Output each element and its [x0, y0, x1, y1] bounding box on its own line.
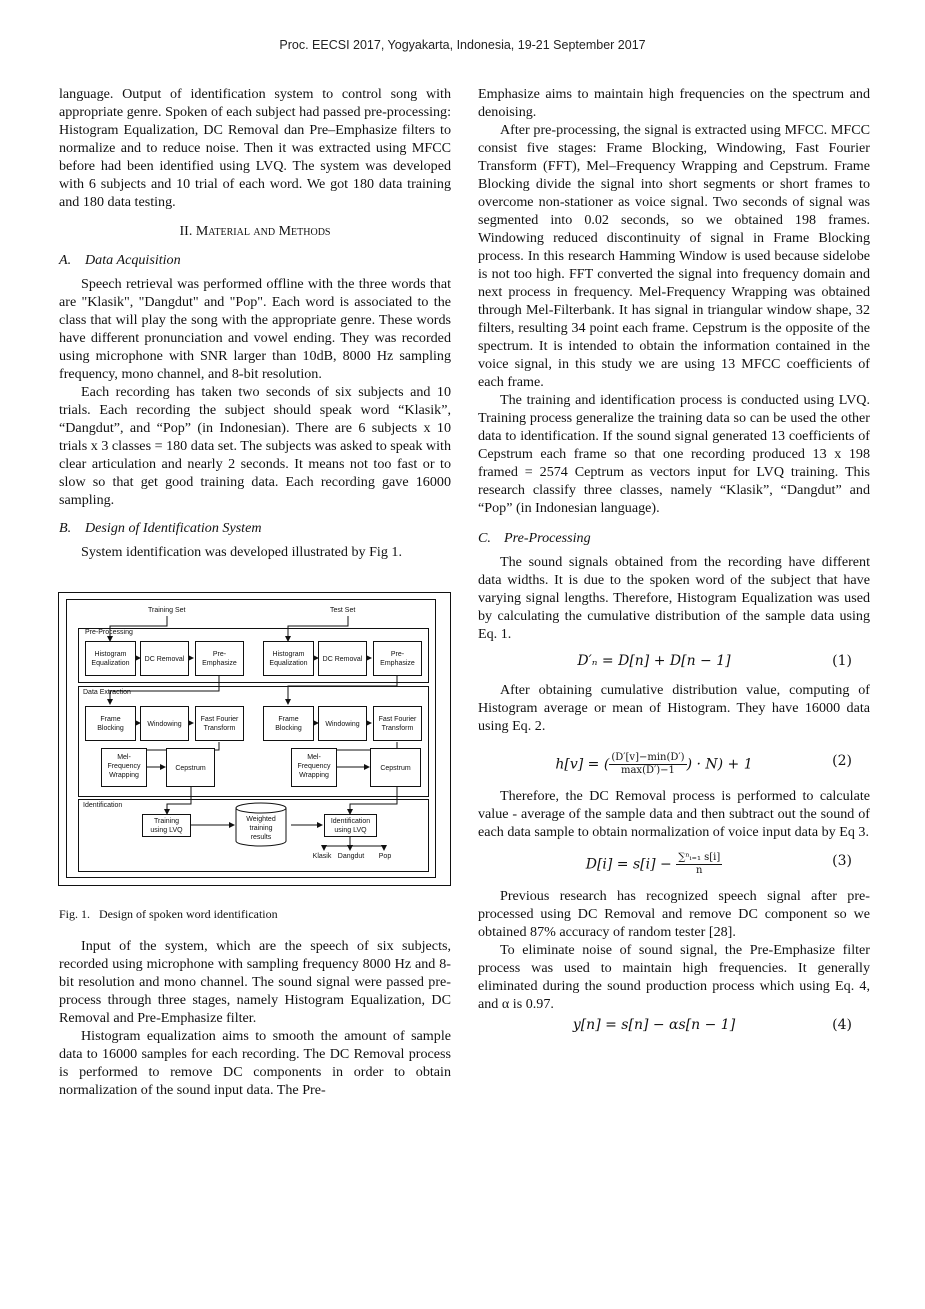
- text-mel-2c: Wrapping: [299, 772, 329, 779]
- equation-2-lhs: h[v] = (: [555, 756, 610, 773]
- text-weighted-c: results: [250, 834, 272, 841]
- box-pre-emphasize-1: [196, 642, 244, 676]
- paragraph-dc-removal: Therefore, the DC Removal process is performed to calculate value - average of the sample data and then subtract out the sound of each data sample to obtain normalization of voice input data by Eq 3.: [478, 788, 870, 840]
- paragraph-emphasize: Emphasize aims to maintain high frequencies on the spectrum and denoising.: [478, 86, 870, 120]
- text-mel-1b: Frequency: [107, 763, 141, 770]
- equation-2-numerator: (D′[v]−min(D′): [611, 752, 685, 763]
- text-fft-2a: Fast Fourier: [378, 716, 417, 723]
- subsection-b-label: B.: [59, 520, 72, 536]
- text-training-lvq-b: using LVQ: [150, 827, 183, 834]
- text-frame-2b: Blocking: [275, 725, 302, 732]
- text-out-dangdut: Dangdut: [337, 853, 365, 860]
- text-windowing-2: Windowing: [325, 721, 360, 728]
- equation-1: [478, 649, 870, 675]
- equation-1-number: (1): [832, 653, 852, 669]
- label-pre-processing: Pre-Processing: [85, 629, 133, 636]
- equation-3-number: (3): [832, 853, 852, 869]
- text-mel-1a: Mel-: [117, 754, 131, 761]
- text-frame-2a: Frame: [278, 716, 299, 723]
- paragraph-histogram: Histogram equalization aims to smooth the amount of sample data to 16000 samples for each recording. The DC Removal process is performed to remove DC components in order to obtain normalization of the sound input data. The Pre-: [59, 1028, 451, 1098]
- subsection-a-label: A.: [59, 252, 72, 268]
- section-heading: II. Material and Methods: [179, 224, 331, 239]
- box-frame-blocking-2: [264, 707, 314, 741]
- text-pre-emph-1a: Pre-: [212, 651, 227, 658]
- diagram-svg: [58, 592, 451, 887]
- text-fft-1b: Transform: [203, 725, 236, 732]
- box-histogram-equalization-1: [86, 642, 136, 676]
- paragraph-preprocessing: The sound signals obtained from the recording have different data widths. It is due to the spoken word of the subject that have varying signal lengths. Therefore, Histogram Equalization was used by calculating the cumulative distribution of the sample data using Eq. 1.: [478, 554, 870, 642]
- text-frame-1a: Frame: [100, 716, 121, 723]
- equation-2-expression: [478, 752, 830, 777]
- label-training-set: Training Set: [148, 607, 186, 614]
- paragraph-design-1: System identification was developed illustrated by Fig 1.: [81, 544, 402, 560]
- text-pre-emph-1b: Emphasize: [202, 660, 237, 667]
- label-identification: Identification: [83, 802, 123, 809]
- subsection-a-title: Data Acquisition: [85, 252, 181, 268]
- equation-2-fraction: [609, 752, 686, 777]
- text-mel-1c: Wrapping: [109, 772, 139, 779]
- text-hist-eq-2b: Equalization: [269, 660, 308, 667]
- box-pre-emphasize-2: [374, 642, 422, 676]
- equation-2-rhs: ) · N) + 1: [686, 756, 753, 773]
- equation-4-expression: y[n] = s[n] − αs[n − 1]: [572, 1017, 736, 1033]
- text-out-klasik: Klasik: [312, 853, 332, 860]
- right-column: [478, 85, 870, 1045]
- text-mel-2a: Mel-: [307, 754, 321, 761]
- text-ident-lvq-b: using LVQ: [334, 827, 367, 834]
- subsection-b-heading: [59, 519, 451, 537]
- text-cepstrum-1: Cepstrum: [175, 765, 206, 772]
- text-weighted-a: Weighted: [246, 816, 276, 823]
- paragraph-acquisition-1: Speech retrieval was performed offline with the three words that are "Klasik", "Dangdut" and "Pop". Each word is associated to the class that will play the song with the appropriate genre. These words have different pronunciation and vowel ending. They was recorded using microphone with SNR larger than 10dB, 8000 Hz sampling frequency, mono channel, and 8-bit resolution.: [59, 276, 451, 382]
- box-frame-blocking-1: [86, 707, 136, 741]
- equation-2-number: (2): [832, 753, 852, 769]
- text-hist-eq-1b: Equalization: [91, 660, 130, 667]
- figure-caption: Fig. 1. Design of spoken word identification: [59, 907, 278, 921]
- subsection-c-label: C.: [478, 530, 491, 546]
- label-test-set: Test Set: [330, 607, 356, 614]
- paragraph-intro: language. Output of identification system to control song with appropriate genre. Spoken of each subject had passed pre-processing: Histogram Equalization, DC Removal dan Pre–Emphasize filters to normalize and to reduce noise. Then it was extracted using MFCC before had been identified using LVQ. The system was developed with 6 subjects and 10 trial of each word. We got 180 data training and 180 data testing.: [59, 86, 451, 210]
- equation-3: [478, 841, 870, 881]
- equation-2-denominator: max(D′)−1: [620, 765, 675, 776]
- text-ident-lvq-a: Identification: [330, 818, 371, 825]
- text-windowing-1: Windowing: [147, 721, 182, 728]
- running-header: Proc. EECSI 2017, Yogyakarta, Indonesia, 19-21 September 2017: [279, 38, 646, 52]
- text-weighted-b: training: [249, 825, 273, 832]
- equation-4: [478, 1013, 870, 1039]
- subsection-c-title: Pre-Processing: [504, 530, 591, 546]
- paragraph-input-system: Input of the system, which are the speech of six subjects, recorded using microphone with sampling frequency 8000 Hz and 8-bit resolution and mono channel. The sound signal were passed pre-process through three stages, namely Histogram Equalization, DC Removal and Pre-Emphasize filter.: [59, 938, 451, 1026]
- box-histogram-equalization-2: [264, 642, 314, 676]
- text-training-lvq-a: Training: [153, 818, 180, 825]
- text-dc-removal-1: DC Removal: [144, 656, 185, 663]
- text-frame-1b: Blocking: [97, 725, 124, 732]
- equation-4-number: (4): [832, 1017, 852, 1033]
- equation-3-denominator: n: [696, 865, 703, 876]
- text-hist-eq-2a: Histogram: [272, 651, 305, 658]
- text-dc-removal-2: DC Removal: [322, 656, 363, 663]
- paragraph-lvq: The training and identification process is conducted using LVQ. Training process generalize the training data so can be used the other data to identification. If the sound signal generated 13 coefficients of Cepstrum each frame so that one recording produced 13 x 198 framed = 2574 Ceptrum as vectors input for LVQ training. This research classify three classes, namely “Klasik”, “Dangdut” and “Pop” (in Indonesian language).: [478, 392, 870, 516]
- subsection-c-heading: [478, 529, 870, 547]
- text-out-pop: Pop: [378, 853, 392, 860]
- left-column-lower: [59, 937, 451, 1099]
- box-fft-1: [196, 707, 244, 741]
- text-cepstrum-2: Cepstrum: [380, 765, 411, 772]
- text-fft-1a: Fast Fourier: [200, 716, 239, 723]
- paragraph-histogram-mean: After obtaining cumulative distribution value, computing of Histogram average or mean of Histogram. They have 16000 data using Eq. 2.: [478, 682, 870, 734]
- subsection-b-title: Design of Identification System: [85, 520, 262, 536]
- paragraph-acquisition-2: Each recording has taken two seconds of six subjects and 10 trials. Each recording the subject should speak word “Klasik”, “Dangdut”, and “Pop” (in Indonesian). There are 6 subjects x 10 trials x 3 classes = 180 data set. The subjects was asked to speak with clear articulation and nearly 2 seconds. It means not too fast or to slow so that get good training data. Each recording gave 16000 sampling.: [59, 384, 451, 508]
- equation-2: [478, 741, 870, 781]
- equation-3-numerator: ∑ⁿᵢ₌₁ s[i]: [678, 852, 721, 863]
- equation-3-fraction: [676, 852, 722, 877]
- equation-3-lhs: D[i] = s[i] −: [585, 856, 672, 873]
- paragraph-mfcc: After pre-processing, the signal is extracted using MFCC. MFCC consist five stages: Frame Blocking, Windowing, Fast Fourier Transform (FFT), Mel–Frequency Wrapping and Cepstrum. Frame Blocking divide the signal into short segments or short frames to overcome non-stationer as voice signal. Two seconds of signal was segmented into 0.02 seconds, so we obtained 198 frames. Windowing reduced discontinuity of signal in Frame Blocking process. In this research Hamming Window is used because sidelobe is not too high. FFT converted the signal into frequency domain and next process in frequency. Mel-Frequency Wrapping was obtained through Mel-Filterbank. It has signal in triangular window shape, 32 filters, resulting 34 point each frame. Cepstrum is the opposite of the spectrum. It is intended to obtain the information contained in the voice signal, in this study we are using 13 MFCC coefficients of each frame.: [478, 122, 870, 390]
- paragraph-pre-emphasize: To eliminate noise of sound signal, the Pre-Emphasize filter process was used to maintain high frequencies. It generally eliminated during the sound production process which using Eq. 4, and α is 0.97.: [478, 942, 870, 1012]
- text-fft-2b: Transform: [381, 725, 414, 732]
- text-hist-eq-1a: Histogram: [94, 651, 127, 658]
- box-fft-2: [374, 707, 422, 741]
- left-column: [59, 85, 451, 561]
- subsection-a-heading: [59, 251, 451, 269]
- text-mel-2b: Frequency: [297, 763, 331, 770]
- text-pre-emph-2a: Pre-: [390, 651, 405, 658]
- text-pre-emph-2b: Emphasize: [380, 660, 415, 667]
- equation-1-expression: D′ₙ = D[n] + D[n − 1]: [577, 653, 731, 669]
- equation-3-expression: [478, 852, 830, 877]
- label-data-extraction: Data Extraction: [83, 689, 131, 696]
- paragraph-previous-research: Previous research has recognized speech signal after pre-processed using DC Removal and remove DC component so we obtained 87% accuracy of random tester [28].: [478, 888, 870, 940]
- figure-1: [58, 592, 451, 887]
